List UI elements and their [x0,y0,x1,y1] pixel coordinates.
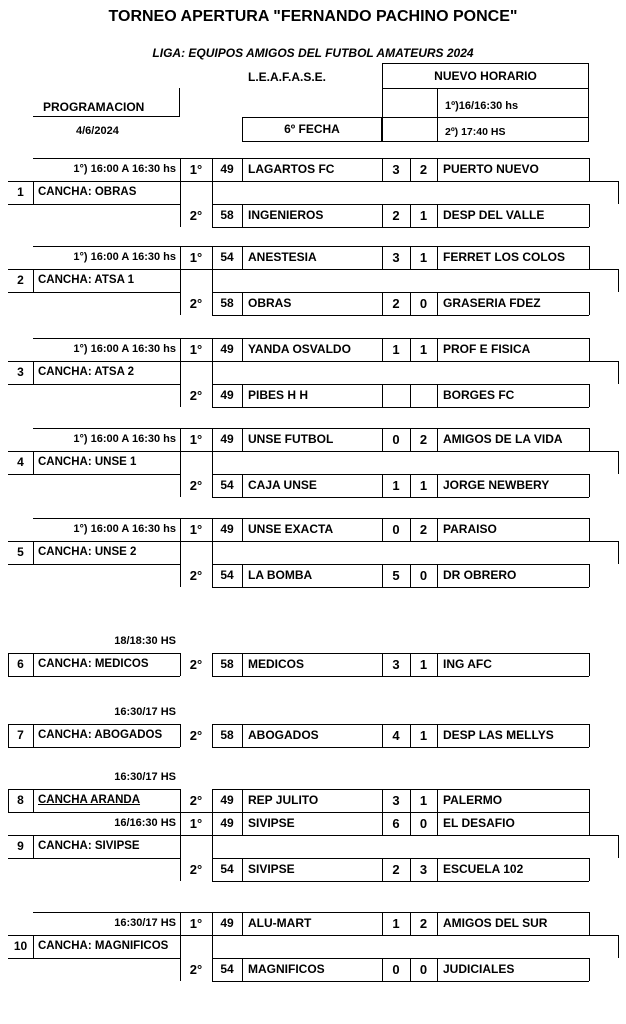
home-score: 3 [392,657,400,672]
division-cell: 2° [189,728,203,743]
grid-line [437,789,438,812]
home-score: 4 [392,728,400,743]
division-cell: 2° [189,793,203,808]
grid-line [180,835,181,858]
away-score: 1 [419,208,428,223]
venue-number: 2 [17,273,24,287]
grid-line [8,564,180,565]
away-score: 1 [419,793,428,808]
home-team: MAGNIFICOS [248,962,325,976]
home-score: 0 [392,962,400,977]
time-slot: 1°) 16:00 A 16:30 hs [73,523,176,535]
away-score: 1 [419,728,428,743]
grid-line [212,981,589,982]
grid-line [410,384,411,407]
grid-line [382,384,383,407]
grid-line [212,269,589,270]
away-score: 0 [419,816,428,831]
grid-line [589,158,590,181]
grid-line [8,384,180,385]
away-score: 0 [419,962,428,977]
grid-line [33,181,34,204]
category-cell: 49 [220,342,234,356]
away-score: 1 [419,342,428,357]
grid-line [33,935,34,958]
grid-line [33,541,34,564]
league-acronym: L.E.A.F.A.S.E. [248,70,327,84]
grid-line [589,912,590,935]
home-score: 0 [392,432,400,447]
division-cell: 1° [189,250,203,265]
time-slot: 1°) 16:00 A 16:30 hs [73,163,176,175]
away-score: 1 [419,657,428,672]
cancha-name: CANCHA ARANDA [38,794,141,806]
away-team: PUERTO NUEVO [443,162,539,176]
away-team: PROF E FISICA [443,342,531,356]
grid-line [33,451,34,474]
grid-line [437,812,438,835]
grid-line [242,518,243,541]
grid-line [242,384,243,407]
grid-line [437,246,438,269]
new-time-2: 2º) 17:40 HS [445,126,506,138]
time-slot: 16:30/17 HS [114,917,176,929]
away-score: 0 [419,568,428,583]
grid-line [618,935,619,958]
venue-number: 6 [17,657,24,671]
grid-line [589,292,590,315]
grid-line [180,541,181,564]
grid-line [589,246,590,269]
grid-line [242,653,243,676]
grid-line [618,269,619,292]
home-team: UNSE EXACTA [248,522,334,536]
grid-line [212,181,213,204]
grid-line [33,789,34,812]
grid-line [437,204,438,227]
home-team: REP JULITO [248,793,319,807]
grid-line [8,958,180,959]
away-score: 1 [419,250,428,265]
grid-line [242,428,243,451]
away-team: FERRET LOS COLOS [443,250,566,264]
away-team: DESP LAS MELLYS [443,728,554,742]
grid-line [8,474,180,475]
grid-line [589,958,590,981]
grid-line [589,789,590,812]
home-team: UNSE FUTBOL [248,432,334,446]
away-team: PARAISO [443,522,497,536]
grid-line [242,338,243,361]
home-team: YANDA OSVALDO [248,342,351,356]
grid-line [589,564,590,587]
grid-line [437,338,438,361]
grid-line [212,881,589,882]
grid-line [33,724,34,747]
division-cell: 1° [189,162,203,177]
grid-line [33,653,34,676]
time-slot: 16:30/17 HS [114,771,176,783]
division-cell: 1° [189,916,203,931]
grid-line [589,338,590,361]
home-score: 6 [392,816,400,831]
away-score: 3 [419,862,428,877]
category-cell: 49 [220,388,234,402]
grid-line [212,587,589,588]
away-team: JORGE NEWBERY [443,478,550,492]
grid-line [180,269,181,292]
home-team: SIVIPSE [248,816,295,830]
category-cell: 54 [220,250,234,264]
home-team: OBRAS [248,296,292,310]
grid-line [618,181,619,204]
grid-line [242,204,243,227]
division-cell: 1° [189,342,203,357]
grid-line [212,497,589,498]
cancha-name: CANCHA: MAGNIFICOS [38,940,169,952]
home-score: 0 [392,522,400,537]
venue-number: 4 [17,455,24,469]
grid-line [212,541,589,542]
venue-number: 9 [17,839,24,853]
cancha-name: CANCHA: UNSE 2 [38,546,137,558]
home-team: INGENIEROS [248,208,324,222]
grid-line [242,958,243,981]
division-cell: 2° [189,568,203,583]
grid-line [8,204,180,205]
venue-number: 7 [17,728,24,742]
grid-line [33,835,34,858]
division-cell: 1° [189,816,203,831]
home-team: MEDICOS [248,657,305,671]
grid-line [8,676,180,677]
division-cell: 2° [189,296,203,311]
grid-line [212,935,589,936]
division-cell: 1° [189,432,203,447]
away-team: ESCUELA 102 [443,862,524,876]
grid-line [242,158,243,181]
grid-line [212,315,589,316]
grid-line [589,384,590,407]
fecha-label: 6º FECHA [284,122,340,136]
grid-line [437,518,438,541]
home-team: ABOGADOS [248,728,319,742]
cancha-name: CANCHA: ATSA 1 [38,274,135,286]
page-title: TORNEO APERTURA "FERNANDO PACHINO PONCE" [108,8,518,25]
grid-line [437,653,438,676]
venue-number: 5 [17,545,24,559]
venue-number: 1 [17,185,24,199]
grid-line [8,747,180,748]
category-cell: 49 [220,816,234,830]
venue-number: 8 [17,793,24,807]
grid-line [589,204,590,227]
grid-line [589,428,590,451]
home-team: ALU-MART [248,916,312,930]
grid-line [242,292,243,315]
time-slot: 1°) 16:00 A 16:30 hs [73,251,176,263]
home-score: 2 [392,862,400,877]
category-cell: 54 [220,568,234,582]
grid-line [212,835,213,858]
away-team: DR OBRERO [443,568,517,582]
grid-line [212,451,589,452]
away-score: 2 [419,432,428,447]
grid-line [212,835,589,836]
home-score: 2 [392,296,400,311]
away-team: AMIGOS DE LA VIDA [443,432,563,446]
division-cell: 2° [189,208,203,223]
grid-line [242,858,243,881]
category-cell: 49 [220,793,234,807]
home-score: 3 [392,250,400,265]
grid-line [618,541,619,564]
grid-line [437,474,438,497]
category-cell: 58 [220,728,234,742]
grid-line [437,912,438,935]
grid-line [212,227,589,228]
grid-line [33,361,34,384]
category-cell: 49 [220,432,234,446]
away-score: 2 [419,162,428,177]
cancha-name: CANCHA: MEDICOS [38,658,149,670]
new-time-1: 1º)16/16:30 hs [445,100,519,112]
time-slot: 1°) 16:00 A 16:30 hs [73,433,176,445]
grid-line [212,181,589,182]
home-team: LA BOMBA [248,568,313,582]
time-slot: 16:30/17 HS [114,706,176,718]
away-team: BORGES FC [443,388,515,402]
away-team: AMIGOS DEL SUR [443,916,548,930]
grid-line [212,361,589,362]
grid-line [618,451,619,474]
cancha-name: CANCHA: ATSA 2 [38,366,135,378]
cancha-name: CANCHA: OBRAS [38,186,137,198]
grid-line [437,428,438,451]
grid-line [212,541,213,564]
grid-line [180,451,181,474]
home-team: LAGARTOS FC [248,162,335,176]
division-cell: 1° [189,522,203,537]
grid-line [242,246,243,269]
home-team: CAJA UNSE [248,478,317,492]
home-team: PIBES H H [248,388,309,402]
division-cell: 2° [189,388,203,403]
grid-line [437,564,438,587]
division-cell: 2° [189,862,203,877]
grid-line [589,724,590,747]
time-slot: 18/18:30 HS [114,635,176,647]
grid-line [242,474,243,497]
category-cell: 54 [220,962,234,976]
away-team: JUDICIALES [443,962,515,976]
grid-line [212,935,213,958]
grid-line [212,269,213,292]
away-score: 0 [419,296,428,311]
category-cell: 54 [220,478,234,492]
away-team: GRASERIA FDEZ [443,296,541,310]
division-cell: 2° [189,657,203,672]
home-score: 3 [392,162,400,177]
away-team: PALERMO [443,793,503,807]
grid-line [212,451,213,474]
grid-line [589,518,590,541]
grid-line [589,653,590,676]
home-team: SIVIPSE [248,862,295,876]
new-schedule-label: NUEVO HORARIO [434,69,537,83]
cancha-name: CANCHA: SIVIPSE [38,840,140,852]
venue-number: 10 [13,939,28,953]
grid-line [8,858,180,859]
grid-line [589,812,590,835]
away-team: EL DESAFIO [443,816,515,830]
grid-line [437,724,438,747]
grid-line [180,361,181,384]
grid-line [180,181,181,204]
grid-line [618,361,619,384]
home-team: ANESTESIA [248,250,317,264]
division-cell: 2° [189,478,203,493]
league-subtitle: LIGA: EQUIPOS AMIGOS DEL FUTBOL AMATEURS 2024 [152,46,474,60]
grid-line [242,912,243,935]
home-score: 1 [392,916,400,931]
grid-line [33,269,34,292]
time-slot: 16/16:30 HS [114,817,176,829]
grid-line [618,835,619,858]
grid-line [437,158,438,181]
grid-line [180,935,181,958]
away-score: 2 [419,522,428,537]
grid-line [242,789,243,812]
home-score: 5 [392,568,400,583]
grid-line [589,858,590,881]
grid-line [437,958,438,981]
grid-line [212,407,589,408]
grid-line [242,724,243,747]
category-cell: 58 [220,208,234,222]
category-cell: 54 [220,862,234,876]
grid-line [212,361,213,384]
grid-line [8,292,180,293]
cancha-name: CANCHA: ABOGADOS [38,729,163,741]
home-score: 1 [392,342,400,357]
programacion-label: PROGRAMACION [43,100,145,114]
grid-line [437,384,438,407]
category-cell: 58 [220,296,234,310]
grid-line [242,564,243,587]
grid-line [437,292,438,315]
category-cell: 49 [220,522,234,536]
grid-line [589,474,590,497]
category-cell: 49 [220,916,234,930]
grid-line [212,747,589,748]
grid-line [437,858,438,881]
time-slot: 1°) 16:00 A 16:30 hs [73,343,176,355]
cancha-name: CANCHA: UNSE 1 [38,456,137,468]
home-score: 3 [392,793,400,808]
away-team: DESP DEL VALLE [443,208,545,222]
away-score: 1 [419,478,428,493]
home-score: 1 [392,478,400,493]
category-cell: 49 [220,162,234,176]
away-score: 2 [419,916,428,931]
schedule-date: 4/6/2024 [76,125,119,137]
grid-line [212,676,589,677]
home-score: 2 [392,208,400,223]
category-cell: 58 [220,657,234,671]
division-cell: 2° [189,962,203,977]
venue-number: 3 [17,365,24,379]
grid-line [242,812,243,835]
away-team: ING AFC [443,657,492,671]
